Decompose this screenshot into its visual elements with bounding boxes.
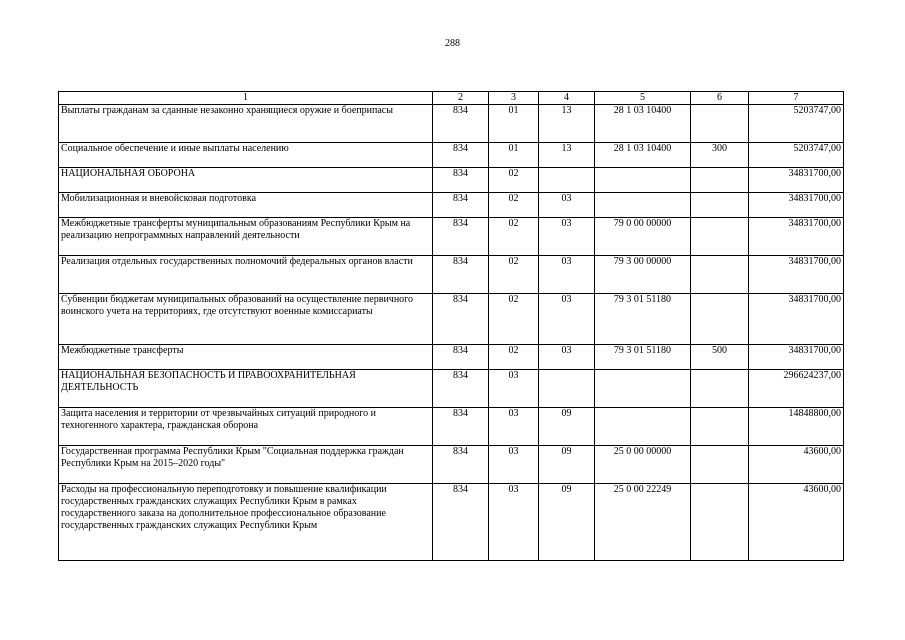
row-col-7: 43600,00 [749, 484, 844, 561]
row-name: НАЦИОНАЛЬНАЯ БЕЗОПАСНОСТЬ И ПРАВООХРАНИТЕЛЬНАЯ ДЕЯТЕЛЬНОСТЬ [59, 370, 433, 408]
row-col-5: 79 3 00 00000 [595, 256, 691, 294]
table-row [59, 370, 844, 408]
header-col-1: 1 [59, 92, 433, 105]
header-col-5: 5 [595, 92, 691, 105]
row-col-4: 03 [539, 345, 595, 370]
row-col-6: 300 [691, 143, 749, 168]
row-col-7: 34831700,00 [749, 193, 844, 218]
row-col-7: 34831700,00 [749, 256, 844, 294]
row-name: Межбюджетные трансферты [59, 345, 433, 370]
table-row [59, 218, 844, 256]
row-col-2: 834 [433, 484, 489, 561]
row-col-5: 25 0 00 22249 [595, 484, 691, 561]
row-col-4: 03 [539, 294, 595, 345]
row-col-3: 01 [489, 105, 539, 143]
row-col-4 [539, 168, 595, 193]
row-col-4: 03 [539, 256, 595, 294]
row-col-5: 28 1 03 10400 [595, 105, 691, 143]
row-col-6 [691, 193, 749, 218]
row-col-4: 09 [539, 484, 595, 561]
row-col-2: 834 [433, 446, 489, 484]
row-col-3: 02 [489, 193, 539, 218]
row-name: Расходы на профессиональную переподготовку и повышение квалификации государственных гражданских служащих Республики Крым в рамках государственного заказа на дополнительное профессиональное образование государственных гражданских служащих Республики Крым [59, 484, 433, 561]
row-col-4: 13 [539, 105, 595, 143]
row-col-3: 03 [489, 446, 539, 484]
row-name: Субвенции бюджетам муниципальных образований на осуществление первичного воинского учета на территориях, где отсутствуют военные комиссариаты [59, 294, 433, 345]
table-row [59, 143, 844, 168]
row-col-4: 03 [539, 193, 595, 218]
row-col-7: 296624237,00 [749, 370, 844, 408]
row-col-6 [691, 408, 749, 446]
row-col-7: 5203747,00 [749, 143, 844, 168]
row-col-6 [691, 168, 749, 193]
table-row [59, 484, 844, 561]
header-col-3: 3 [489, 92, 539, 105]
row-col-2: 834 [433, 193, 489, 218]
row-col-2: 834 [433, 105, 489, 143]
table-row [59, 105, 844, 143]
table-row [59, 256, 844, 294]
row-col-7: 34831700,00 [749, 294, 844, 345]
row-col-2: 834 [433, 370, 489, 408]
table-row [59, 408, 844, 446]
row-col-3: 03 [489, 484, 539, 561]
row-col-4: 03 [539, 218, 595, 256]
row-col-5: 79 0 00 00000 [595, 218, 691, 256]
table-row [59, 446, 844, 484]
header-col-4: 4 [539, 92, 595, 105]
row-col-4: 13 [539, 143, 595, 168]
row-col-5 [595, 168, 691, 193]
row-col-6 [691, 370, 749, 408]
header-row [59, 92, 844, 105]
row-col-2: 834 [433, 218, 489, 256]
row-col-7: 14848800,00 [749, 408, 844, 446]
row-col-6: 500 [691, 345, 749, 370]
row-col-6 [691, 294, 749, 345]
row-col-5 [595, 408, 691, 446]
table-row [59, 294, 844, 345]
row-col-5: 25 0 00 00000 [595, 446, 691, 484]
row-col-3: 02 [489, 345, 539, 370]
header-col-2: 2 [433, 92, 489, 105]
row-name: Выплаты гражданам за сданные незаконно хранящиеся оружие и боеприпасы [59, 105, 433, 143]
row-name: НАЦИОНАЛЬНАЯ ОБОРОНА [59, 168, 433, 193]
row-col-5: 79 3 01 51180 [595, 294, 691, 345]
row-name: Государственная программа Республики Крым "Социальная поддержка граждан Республики Крым на 2015–2020 годы" [59, 446, 433, 484]
row-col-3: 02 [489, 256, 539, 294]
row-col-7: 34831700,00 [749, 345, 844, 370]
row-col-3: 03 [489, 408, 539, 446]
row-col-6 [691, 105, 749, 143]
row-col-2: 834 [433, 256, 489, 294]
row-col-2: 834 [433, 345, 489, 370]
row-col-5: 79 3 01 51180 [595, 345, 691, 370]
row-col-4: 09 [539, 446, 595, 484]
row-col-5 [595, 193, 691, 218]
row-col-6 [691, 256, 749, 294]
row-col-7: 34831700,00 [749, 218, 844, 256]
row-col-7: 5203747,00 [749, 105, 844, 143]
row-col-3: 02 [489, 168, 539, 193]
row-col-6 [691, 484, 749, 561]
row-col-2: 834 [433, 143, 489, 168]
row-name: Мобилизационная и вневойсковая подготовка [59, 193, 433, 218]
row-col-6 [691, 218, 749, 256]
header-col-6: 6 [691, 92, 749, 105]
row-name: Межбюджетные трансферты муниципальным образованиям Республики Крым на реализацию непрограммных направлений деятельности [59, 218, 433, 256]
row-col-5 [595, 370, 691, 408]
row-col-3: 03 [489, 370, 539, 408]
row-col-2: 834 [433, 168, 489, 193]
table-row [59, 168, 844, 193]
row-col-5: 28 1 03 10400 [595, 143, 691, 168]
header-col-7: 7 [749, 92, 844, 105]
budget-table [58, 91, 844, 561]
row-col-3: 02 [489, 294, 539, 345]
row-col-2: 834 [433, 408, 489, 446]
row-col-3: 02 [489, 218, 539, 256]
row-name: Защита населения и территории от чрезвычайных ситуаций природного и техногенного характера, гражданская оборона [59, 408, 433, 446]
table-row [59, 345, 844, 370]
table-row [59, 193, 844, 218]
row-col-2: 834 [433, 294, 489, 345]
row-col-3: 01 [489, 143, 539, 168]
row-col-4: 09 [539, 408, 595, 446]
row-col-4 [539, 370, 595, 408]
page-number: 288 [445, 38, 460, 49]
row-name: Социальное обеспечение и иные выплаты населению [59, 143, 433, 168]
row-col-7: 34831700,00 [749, 168, 844, 193]
row-col-6 [691, 446, 749, 484]
row-col-7: 43600,00 [749, 446, 844, 484]
row-name: Реализация отдельных государственных полномочий федеральных органов власти [59, 256, 433, 294]
